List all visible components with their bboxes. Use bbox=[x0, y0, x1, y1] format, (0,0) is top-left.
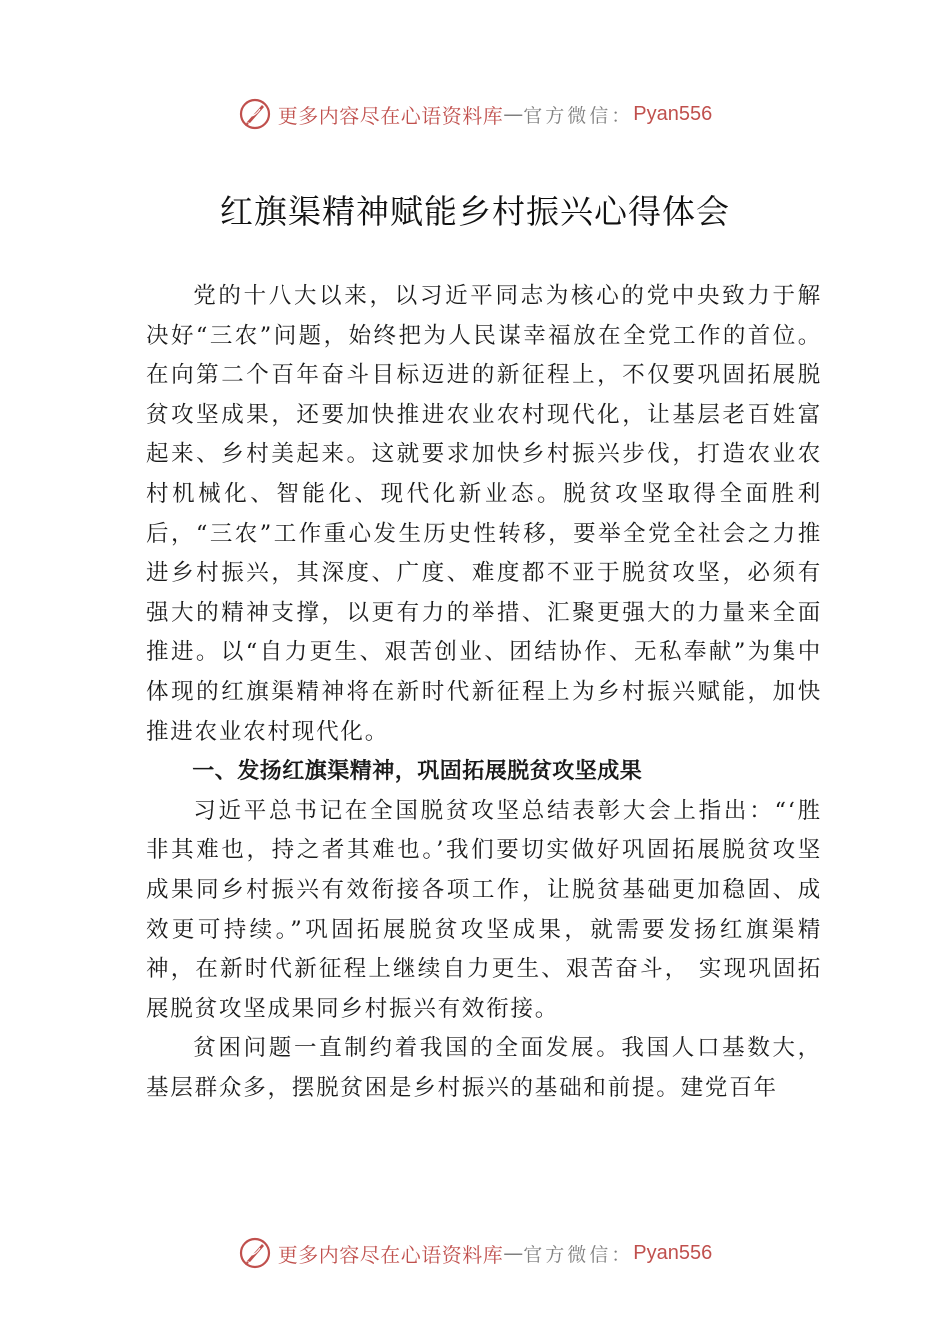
document-body bbox=[146, 277, 822, 1108]
footer-watermark-banner bbox=[0, 1233, 950, 1273]
banner-wechat-id: Pyan556 bbox=[633, 102, 713, 125]
banner-label: 官方微信： bbox=[523, 104, 634, 127]
header-watermark-banner bbox=[0, 94, 950, 134]
banner-label: 官方微信： bbox=[523, 1243, 634, 1266]
document-title: 红旗渠精神赋能乡村振兴心得体会 bbox=[220, 192, 730, 231]
banner-dash: — bbox=[503, 102, 524, 126]
banner-wechat-id: Pyan556 bbox=[633, 1241, 713, 1264]
banner-main-text: 更多内容尽在心语资料库 bbox=[277, 103, 504, 128]
body-paragraph: 党的十八大以来，以习近平同志为核心的党中央致力于解决好“三农”问题，始终把为人民谋幸福放在全党工作的首位。在向第二个百年奋斗目标迈进的新征程上，不仅要巩固拓展脱贫攻坚成果，还要加快推进农业农村现代化，让基层老百姓富起来、乡村美起来。这就要求加快乡村振兴步伐，打造农业农村机械化、智能化、现代化新业态。脱贫攻坚取得全面胜利后，“三农”工作重心发生历史性转移，要举全党全社会之力推进乡村振兴，其深度、广度、难度都不亚于脱贫攻坚，必须有强大的精神支撑，以更有力的举措、汇聚更强大的力量来全面推进。以“自力更生、艰苦创业、团结协作、无私奉献”为集中体现的红旗渠精神将在新时代新征程上为乡村振兴赋能，加快推进农业农村现代化。 bbox=[146, 283, 822, 745]
banner-dash: — bbox=[503, 1241, 524, 1265]
banner-main-text: 更多内容尽在心语资料库 bbox=[277, 1242, 504, 1267]
section-heading: 一、发扬红旗渠精神，巩固拓展脱贫攻坚成果 bbox=[192, 759, 643, 785]
quill-pen-icon bbox=[238, 1236, 272, 1270]
body-paragraph: 习近平总书记在全国脱贫攻坚总结表彰大会上指出：“‘胜非其难也，持之者其难也。’我们要切实做好巩固拓展脱贫攻坚成果同乡村振兴有效衔接各项工作，让脱贫基础更加稳固、成效更可持续。”巩固拓展脱贫攻坚成果，就需要发扬红旗渠精神，在新时代新征程上继续自力更生、艰苦奋斗， 实现巩固拓展脱贫攻坚成果同乡村振兴有效衔接。 bbox=[146, 797, 822, 1022]
quill-pen-icon bbox=[238, 97, 272, 131]
body-paragraph: 贫困问题一直制约着我国的全面发展。我国人口基数大，基层群众多，摆脱贫困是乡村振兴的基础和前提。建党百年 bbox=[146, 1035, 822, 1101]
